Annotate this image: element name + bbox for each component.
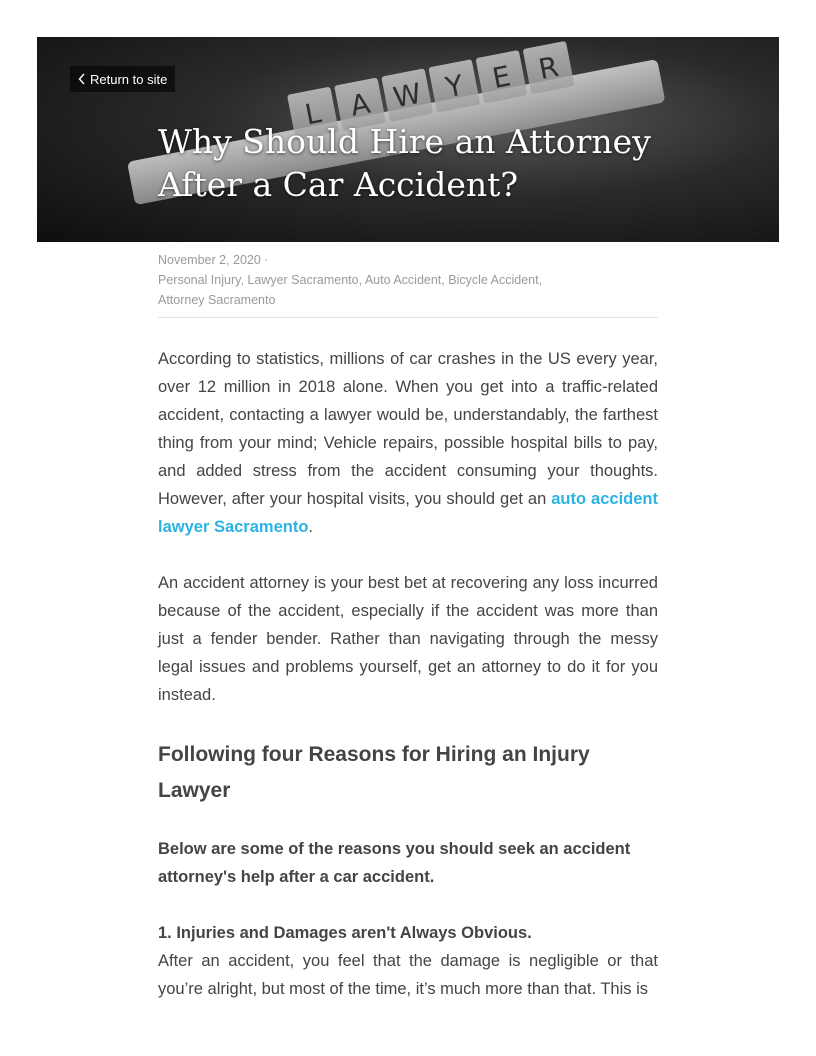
page-title: Why Should Hire an Attorney After a Car Accident? bbox=[158, 122, 651, 204]
tile: L bbox=[287, 87, 339, 141]
category-link-bicycle-accident[interactable]: Bicycle Accident bbox=[448, 273, 539, 287]
section-lead: Below are some of the reasons you should seek an accident attorney's help after a car accident. bbox=[158, 840, 631, 886]
category-link-lawyer-sacramento[interactable]: Lawyer Sacramento bbox=[247, 273, 359, 287]
article-body bbox=[158, 345, 658, 1003]
section-heading: Following four Reasons for Hiring an Injury Lawyer bbox=[158, 743, 590, 802]
tile: W bbox=[381, 68, 433, 122]
category-link-attorney-sacramento[interactable]: Attorney Sacramento bbox=[158, 293, 276, 307]
category-link-auto-accident[interactable]: Auto Accident bbox=[364, 273, 442, 287]
post-meta bbox=[158, 250, 658, 310]
return-to-site-label: Return to site bbox=[90, 71, 168, 87]
reason-1-paragraph: After an accident, you feel that the damage is negligible or that you’re alright, but most of the time, it’s much more than that. This is bbox=[158, 952, 658, 998]
post-date: November 2, 2020 · bbox=[158, 253, 269, 267]
tile: Y bbox=[428, 59, 480, 113]
chevron-left-icon bbox=[78, 73, 86, 85]
tile: A bbox=[334, 77, 386, 131]
meta-divider bbox=[158, 317, 658, 318]
auto-accident-lawyer-link[interactable]: auto accident lawyer Sacramento bbox=[158, 490, 658, 536]
category-list: Personal Injury, Lawyer Sacramento, Auto Accident, Bicycle Accident, Attorney Sacramento bbox=[158, 273, 543, 307]
reason-1-heading: 1. Injuries and Damages aren't Always Obvious. bbox=[158, 924, 532, 942]
paragraph-intro bbox=[158, 345, 658, 541]
tile: R bbox=[523, 41, 575, 95]
paragraph-intro-end: . bbox=[308, 518, 314, 536]
paragraph-attorney: An accident attorney is your best bet at recovering any loss incurred because of the accident, especially if the accident was more than just a fender bender. Rather than navigating through the messy legal issues and problems yourself, get an attorney to do it for you instead. bbox=[158, 574, 658, 704]
return-to-site-button[interactable] bbox=[70, 66, 175, 92]
paragraph-intro-text: According to statistics, millions of car crashes in the US every year, over 12 million in 2018 alone. When you get into a traffic-related accident, contacting a lawyer would be, understandably, the farthest thing from your mind; Vehicle repairs, possible hospital bills to pay, and added stress from the accident consuming your thoughts. However, after your hospital visits, you should get an bbox=[158, 350, 658, 508]
category-link-personal-injury[interactable]: Personal Injury bbox=[158, 273, 241, 287]
tile: E bbox=[475, 50, 527, 104]
